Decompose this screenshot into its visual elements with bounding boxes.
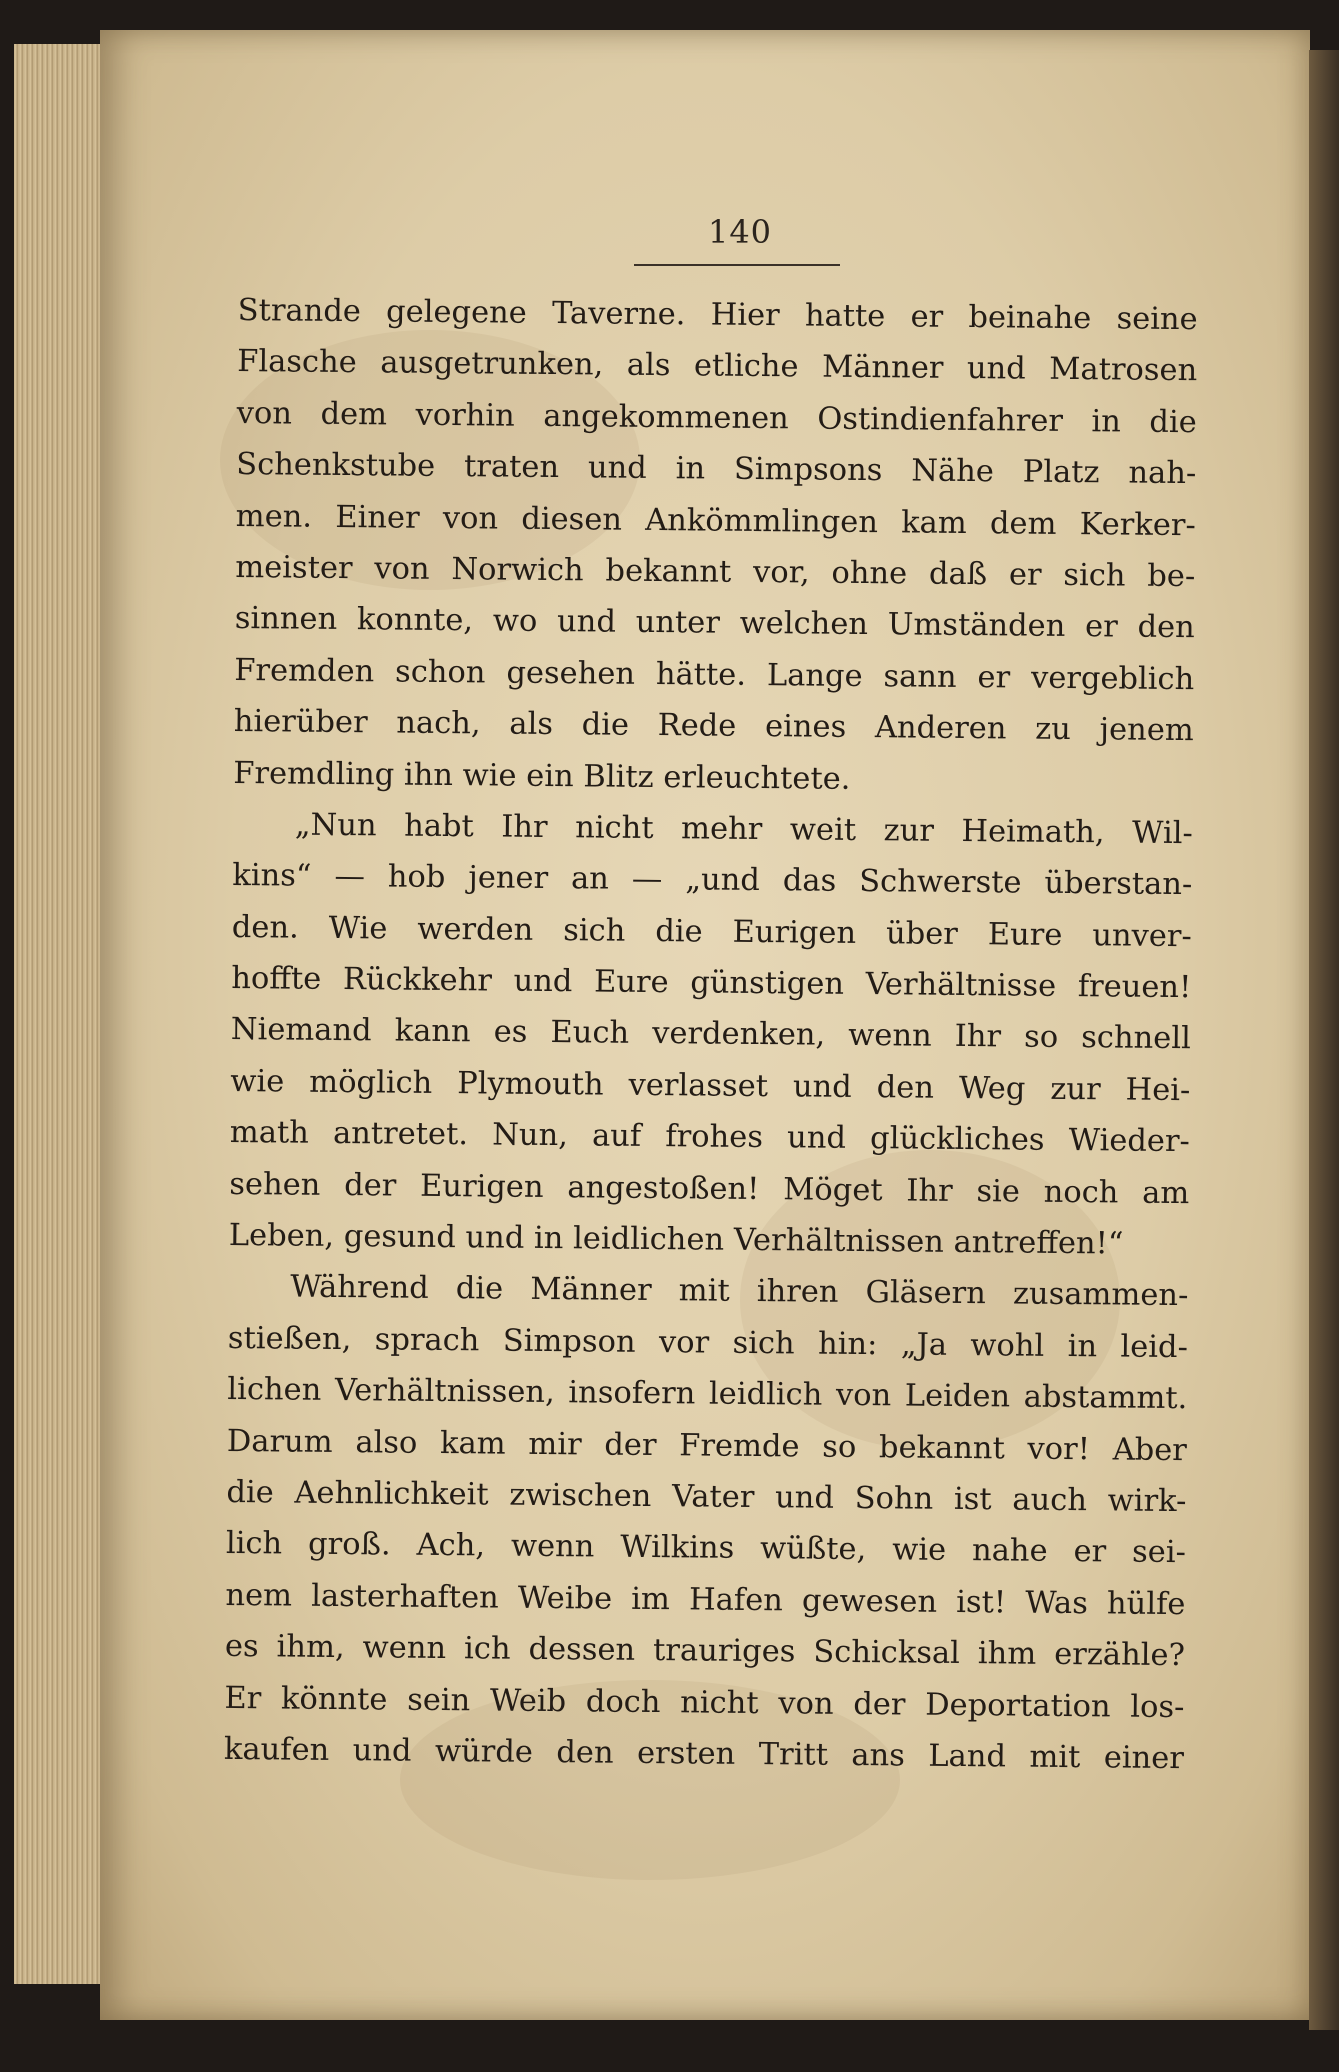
text-line: meister von Norwich bekannt vor, ohne daß er sich be- — [235, 549, 1196, 595]
text-line: Strande gelegene Taverne. Hier hatte er beinahe seine — [237, 292, 1198, 338]
text-line: Schenkstube traten und in Simpsons Nähe Platz nah- — [236, 447, 1197, 492]
text-line: kaufen und würde den ersten Tritt ans Land mit einer — [223, 1731, 1185, 1777]
text-line: lichen Verhältnissen, insofern leidlich von Leiden abstammt. — [227, 1372, 1188, 1417]
text-line: Fremdling ihn wie ein Blitz erleuchtete. — [233, 755, 851, 797]
page-stack-edge — [14, 44, 108, 1984]
text-line: kins“ — hob jener an — „und das Schwerste überstan- — [232, 858, 1193, 903]
text-line: hierüber nach, als die Rede eines Anderen zu jenem — [233, 704, 1194, 749]
text-line: Niemand kann es Euch verdenken, wenn Ihr so schnell — [230, 1012, 1191, 1057]
text-line: den. Wie werden sich die Eurigen über Eure unver- — [231, 909, 1192, 954]
text-line: Darum also kam mir der Fremde so bekannt vor! Aber — [226, 1423, 1188, 1468]
text-line: math antretet. Nun, auf frohes und glückliches Wieder- — [229, 1115, 1190, 1160]
text-line: men. Einer von diesen Ankömmlingen kam dem Kerker- — [235, 498, 1196, 543]
text-line: die Aehnlichkeit zwischen Vater und Sohn ist auch wirk- — [226, 1474, 1187, 1520]
text-line: stießen, sprach Simpson vor sich hin: „Ja wohl in leid- — [227, 1320, 1189, 1365]
text-line: Er könnte sein Weib doch nicht von der Deportation los- — [224, 1680, 1185, 1725]
body-text — [224, 285, 1198, 1784]
text-line: hoffte Rückkehr und Eure günstigen Verhältnisse freuen! — [231, 961, 1192, 1006]
text-line: sehen der Eurigen angestoßen! Möget Ihr sie noch am — [229, 1166, 1190, 1211]
page-header — [0, 185, 1339, 275]
text-line: wie möglich Plymouth verlasset und den Weg zur Hei- — [230, 1063, 1191, 1109]
text-line: lich groß. Ach, wenn Wilkins wüßte, wie nahe er sei- — [225, 1526, 1187, 1571]
text-line: nem lasterhaften Weibe im Hafen gewesen ist! Was hülfe — [225, 1577, 1186, 1622]
text-line: Während die Männer mit ihren Gläsern zusammen- — [290, 1269, 1189, 1314]
text-line: von dem vorhin angekommenen Ostindienfahrer in die — [236, 395, 1197, 440]
text-line: sinnen konnte, wo und unter welchen Umständen er den — [234, 601, 1195, 646]
text-line: es ihm, wenn ich dessen trauriges Schicksal ihm erzähle? — [224, 1629, 1186, 1674]
header-rule — [634, 264, 840, 266]
page-number: 140 — [707, 213, 773, 251]
text-line: Fremden schon gesehen hätte. Lange sann er vergeblich — [234, 652, 1195, 697]
text-line: „Nun habt Ihr nicht mehr weit zur Heimath, Wil- — [294, 807, 1193, 852]
text-line: Leben, gesund und in leidlichen Verhältnissen antreffen!“ — [228, 1217, 1124, 1262]
facing-page-edge — [1309, 50, 1339, 2030]
text-line: Flasche ausgetrunken, als etliche Männer und Matrosen — [237, 344, 1198, 389]
